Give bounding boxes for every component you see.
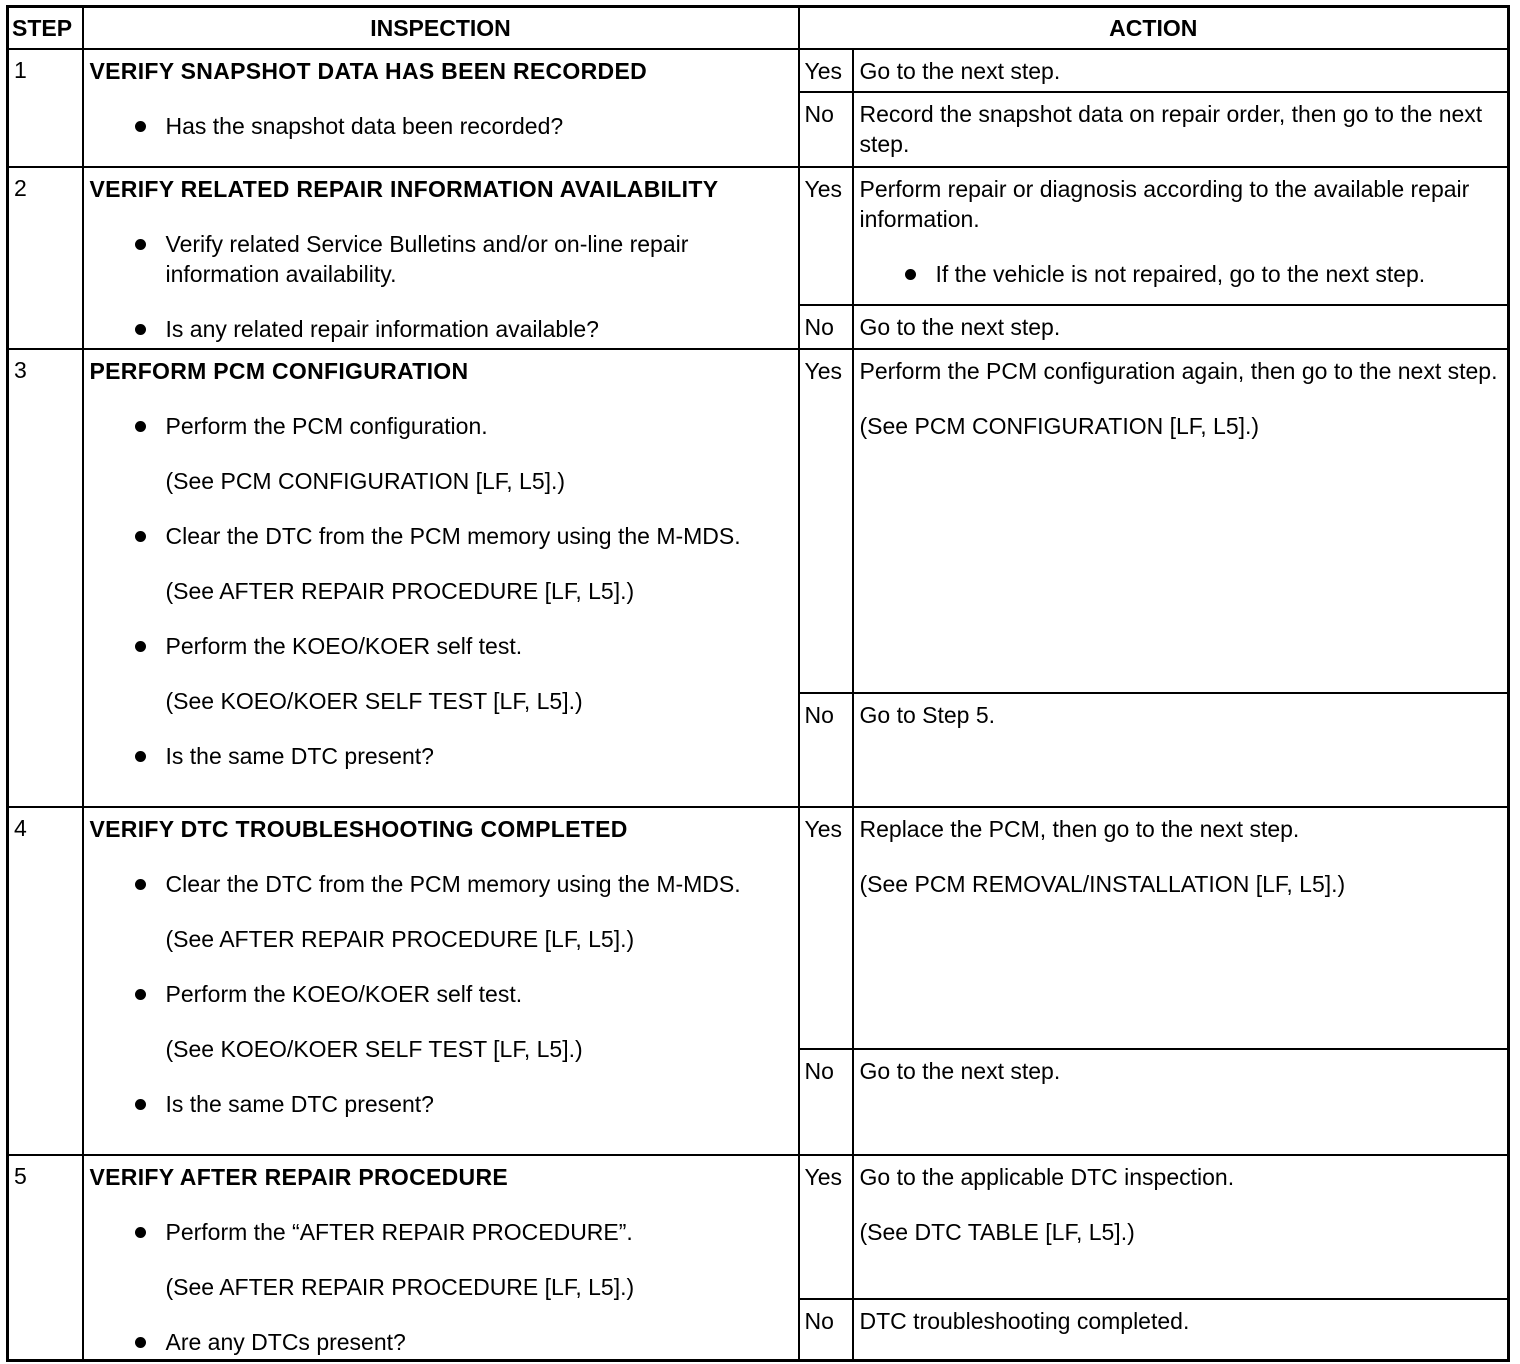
step-2-inspection	[83, 167, 799, 349]
no-label: No	[799, 1299, 853, 1361]
step-1-inspection	[83, 49, 799, 167]
bullet-item: Clear the DTC from the PCM memory using the M-MDS.	[90, 869, 778, 899]
bullet-item: Clear the DTC from the PCM memory using the M-MDS.	[90, 521, 778, 551]
step-number: 1	[8, 49, 83, 167]
yes-label: Yes	[799, 349, 853, 693]
bullet-item: Is any related repair information available?	[90, 314, 778, 344]
bullet-item: Perform the PCM configuration.	[90, 411, 778, 441]
yes-action	[853, 49, 1509, 92]
step-5-inspection	[83, 1155, 799, 1361]
action-text: Go to the next step.	[859, 1057, 1061, 1084]
reference-note: (See AFTER REPAIR PROCEDURE [LF, L5].)	[165, 1273, 635, 1300]
no-label: No	[799, 1049, 853, 1155]
header-inspection: INSPECTION	[83, 7, 799, 49]
action-note: (See DTC TABLE [LF, L5].)	[859, 1218, 1135, 1245]
action-text: Perform the PCM configuration again, then go to the next step.	[859, 357, 1498, 384]
step-title: VERIFY RELATED REPAIR INFORMATION AVAILABILITY	[89, 175, 719, 202]
bullet-item: Perform the KOEO/KOER self test.	[90, 979, 778, 1009]
bullet-item: Verify related Service Bulletins and/or on-line repair information availability.	[90, 229, 778, 289]
step-5-yes-row	[8, 1155, 1509, 1299]
action-text: Go to Step 5.	[859, 701, 996, 728]
no-action	[853, 1299, 1509, 1361]
step-number: 4	[8, 807, 83, 1155]
no-action	[853, 693, 1509, 807]
action-note: (See PCM CONFIGURATION [LF, L5].)	[859, 412, 1260, 439]
action-text: Replace the PCM, then go to the next step.	[859, 815, 1300, 842]
action-note: (See PCM REMOVAL/INSTALLATION [LF, L5].)	[859, 870, 1346, 897]
action-bullet: If the vehicle is not repaired, go to the next step.	[860, 259, 1500, 289]
yes-action	[853, 807, 1509, 1049]
yes-label: Yes	[799, 807, 853, 1049]
reference-note: (See PCM CONFIGURATION [LF, L5].)	[165, 467, 566, 494]
step-1-yes-row	[8, 49, 1509, 92]
step-title: PERFORM PCM CONFIGURATION	[89, 357, 469, 384]
step-3-yes-row	[8, 349, 1509, 693]
yes-action	[853, 349, 1509, 693]
no-action	[853, 92, 1509, 167]
header-step: STEP	[8, 7, 83, 49]
action-text: Record the snapshot data on repair order, then go to the next step.	[859, 100, 1483, 157]
yes-label: Yes	[799, 167, 853, 305]
action-text: DTC troubleshooting completed.	[859, 1307, 1190, 1334]
bullet-item: Perform the “AFTER REPAIR PROCEDURE”.	[90, 1217, 778, 1247]
diagnostic-table	[6, 5, 1510, 1362]
step-title: VERIFY DTC TROUBLESHOOTING COMPLETED	[89, 815, 628, 842]
step-number: 5	[8, 1155, 83, 1361]
action-text: Go to the applicable DTC inspection.	[859, 1163, 1235, 1190]
action-text: Perform repair or diagnosis according to the available repair information.	[859, 175, 1470, 232]
reference-note: (See AFTER REPAIR PROCEDURE [LF, L5].)	[165, 577, 635, 604]
no-label: No	[799, 92, 853, 167]
bullet-item: Is the same DTC present?	[90, 741, 778, 771]
step-4-yes-row	[8, 807, 1509, 1049]
reference-note: (See KOEO/KOER SELF TEST [LF, L5].)	[165, 687, 583, 714]
step-title: VERIFY AFTER REPAIR PROCEDURE	[89, 1163, 508, 1190]
no-action	[853, 305, 1509, 349]
header-action: ACTION	[799, 7, 1509, 49]
bullet-item: Has the snapshot data been recorded?	[90, 111, 778, 141]
step-title: VERIFY SNAPSHOT DATA HAS BEEN RECORDED	[89, 57, 647, 84]
step-2-yes-row	[8, 167, 1509, 305]
bullet-item: Are any DTCs present?	[90, 1327, 778, 1357]
step-3-inspection	[83, 349, 799, 807]
no-action	[853, 1049, 1509, 1155]
no-label: No	[799, 693, 853, 807]
yes-label: Yes	[799, 1155, 853, 1299]
action-text: Go to the next step.	[859, 313, 1061, 340]
yes-action	[853, 167, 1509, 305]
bullet-item: Perform the KOEO/KOER self test.	[90, 631, 778, 661]
header-row	[8, 7, 1509, 49]
reference-note: (See KOEO/KOER SELF TEST [LF, L5].)	[165, 1035, 583, 1062]
yes-label: Yes	[799, 49, 853, 92]
reference-note: (See AFTER REPAIR PROCEDURE [LF, L5].)	[165, 925, 635, 952]
action-text: Go to the next step.	[859, 57, 1061, 84]
no-label: No	[799, 305, 853, 349]
step-number: 2	[8, 167, 83, 349]
step-4-inspection	[83, 807, 799, 1155]
yes-action	[853, 1155, 1509, 1299]
step-number: 3	[8, 349, 83, 807]
bullet-item: Is the same DTC present?	[90, 1089, 778, 1119]
